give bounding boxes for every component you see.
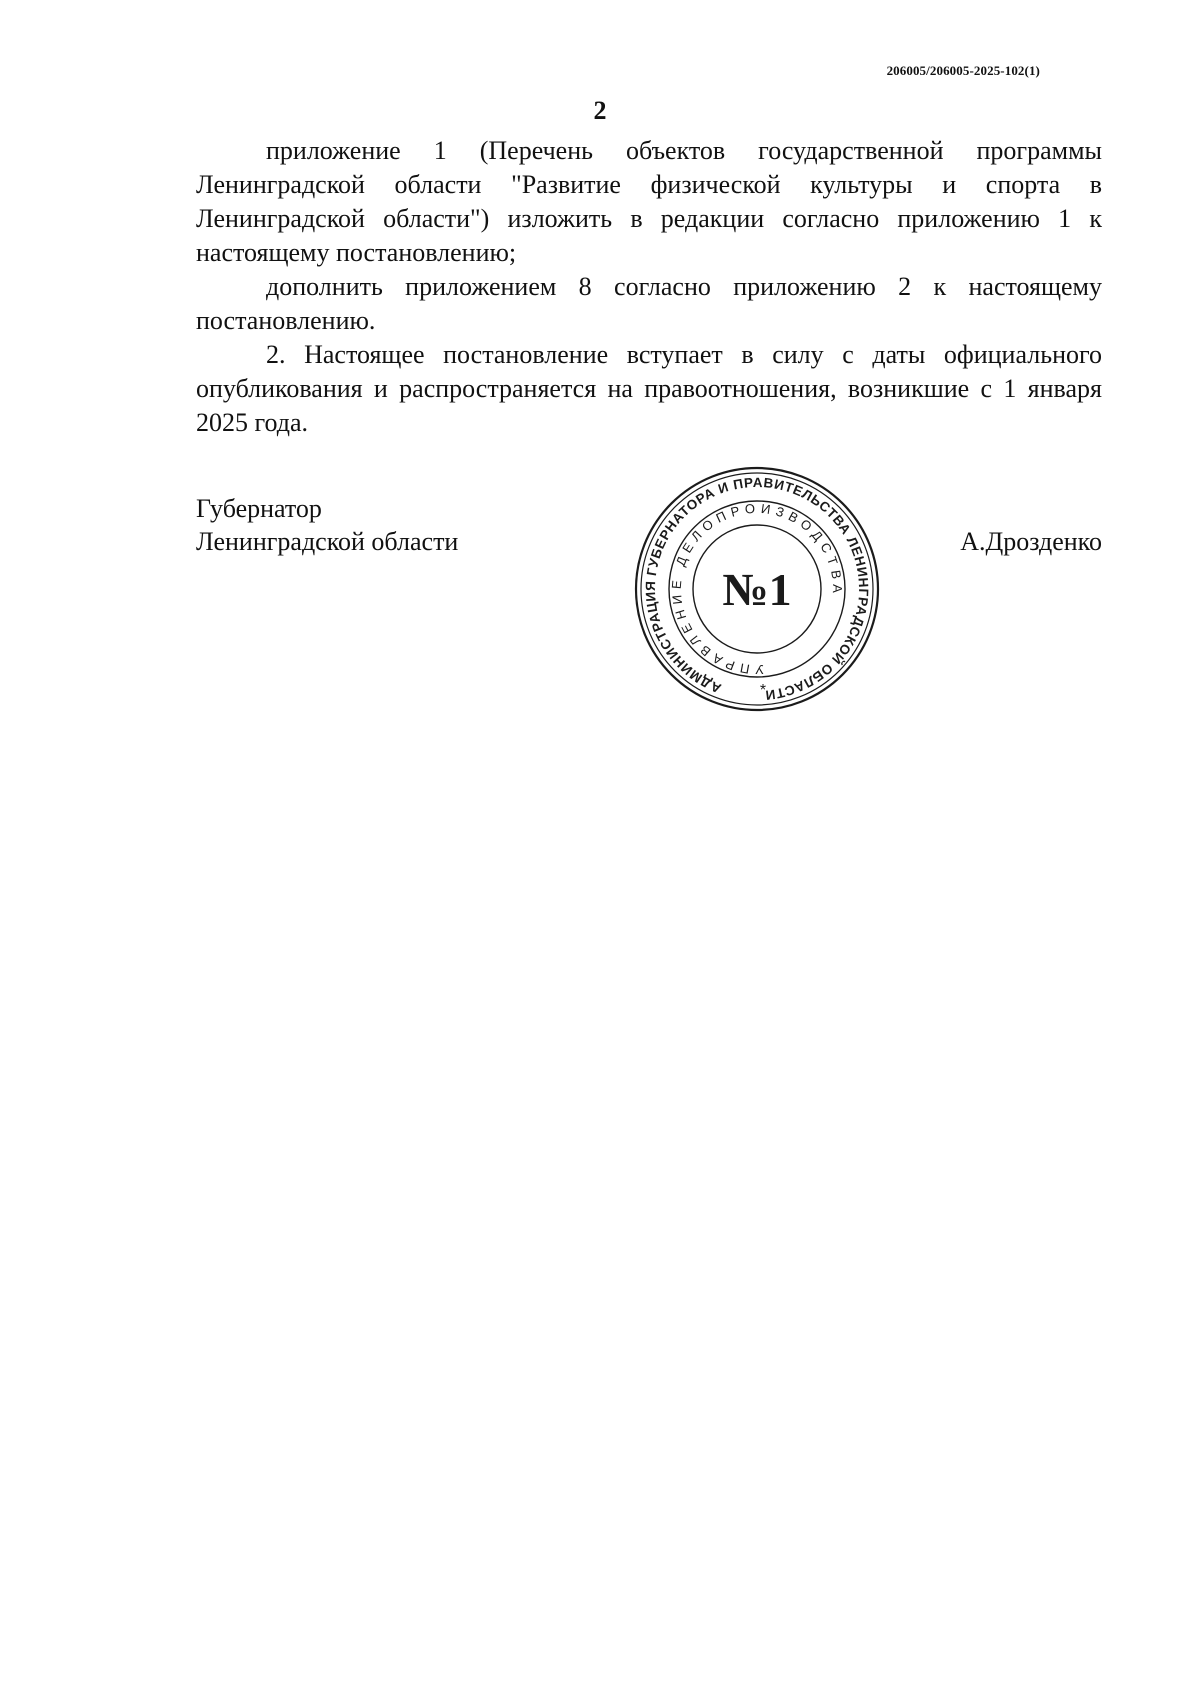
stamp-outer-text: АДМИНИСТРАЦИЯ ГУБЕРНАТОРА И ПРАВИТЕЛЬСТВА ЛЕНИНГРАДСКОЙ ОБЛАСТИ — [642, 474, 872, 703]
stamp-center-number: №1 — [722, 564, 792, 615]
signer-name: А.Дрозденко — [960, 527, 1102, 556]
stamp-seal-icon — [633, 465, 881, 713]
page-number: 2 — [593, 96, 607, 125]
paragraph-2: дополнить приложением 8 согласно приложению 2 к настоящему постановлению. — [196, 272, 1102, 335]
document-id: 206005/206005-2025-102(1) — [886, 63, 1040, 78]
official-stamp — [633, 465, 881, 713]
signer-position-line1: Губернатор — [196, 494, 322, 523]
paragraph-1: приложение 1 (Перечень объектов государственной программы Ленинградской области "Развитие физической культуры и спорта в Ленинградской области") изложить в редакции согласно приложению 1 к настоящему постановлению; — [196, 136, 1102, 267]
paragraph-3: 2. Настоящее постановление вступает в силу с даты официального опубликования и распространяется на правоотношения, возникшие с 1 января 2025 года. — [196, 340, 1102, 437]
stamp-star: * — [759, 682, 767, 699]
signer-position-line2: Ленинградской области — [196, 527, 459, 556]
body-text — [196, 134, 1102, 440]
stamp-inner-text: УПРАВЛЕНИЕ ДЕЛОПРОИЗВОДСТВА — [668, 500, 846, 678]
signature-block — [196, 492, 458, 558]
